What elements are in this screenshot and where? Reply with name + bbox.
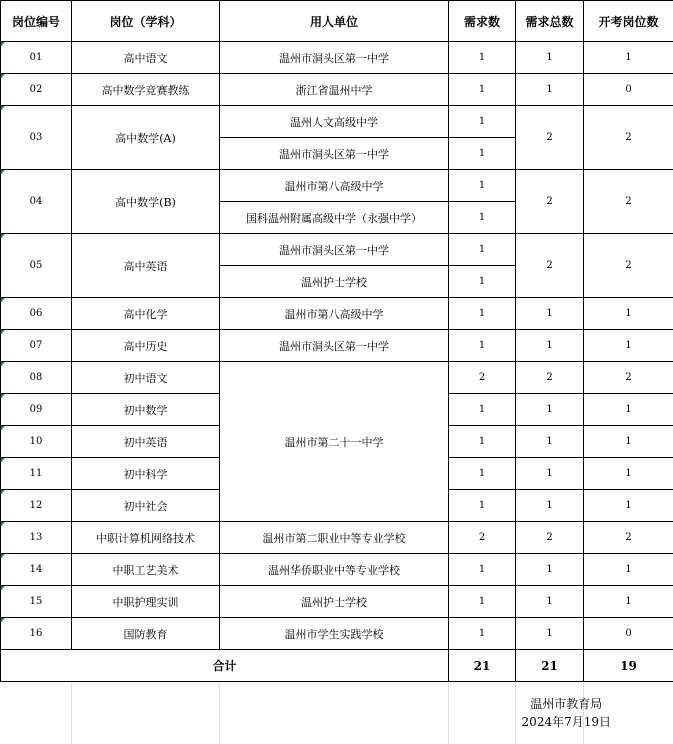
cell-exam-positions: 1 <box>584 490 673 522</box>
table-row <box>1 74 673 106</box>
cell-demand: 1 <box>449 42 516 74</box>
cell-code: 04 <box>1 170 72 234</box>
cell-exam-positions: 0 <box>584 74 673 106</box>
cell-demand: 1 <box>449 394 516 426</box>
cell-marker <box>1 490 5 494</box>
cell-demand: 1 <box>449 586 516 618</box>
cell-unit: 温州市洞头区第一中学 <box>220 138 449 170</box>
cell-subject: 国防教育 <box>72 618 220 650</box>
header-demand: 需求数 <box>449 1 516 42</box>
cell-exam-positions: 1 <box>584 458 673 490</box>
cell-code: 05 <box>1 234 72 298</box>
cell-marker <box>1 330 5 334</box>
cell-code: 13 <box>1 522 72 554</box>
cell-demand: 2 <box>449 522 516 554</box>
header-exam-positions: 开考岗位数 <box>584 1 673 42</box>
header-unit: 用人单位 <box>220 1 449 42</box>
cell-unit: 温州市学生实践学校 <box>220 618 449 650</box>
cell-total-demand: 1 <box>516 490 584 522</box>
cell-exam-positions: 1 <box>584 42 673 74</box>
table-row <box>1 234 673 266</box>
cell-demand: 1 <box>449 618 516 650</box>
cell-total-demand: 1 <box>516 554 584 586</box>
cell-unit: 温州华侨职业中等专业学校 <box>220 554 449 586</box>
cell-subject: 中职护理实训 <box>72 586 220 618</box>
table-row <box>1 42 673 74</box>
cell-demand: 1 <box>449 138 516 170</box>
gridline <box>515 682 516 744</box>
cell-total-demand: 1 <box>516 298 584 330</box>
cell-exam-positions: 1 <box>584 426 673 458</box>
cell-marker <box>1 362 5 366</box>
cell-subject: 初中语文 <box>72 362 220 394</box>
cell-exam-positions: 2 <box>584 522 673 554</box>
cell-marker <box>1 522 5 526</box>
total-row <box>1 650 673 682</box>
cell-total-demand: 1 <box>516 618 584 650</box>
document-footer <box>522 695 611 731</box>
gridline <box>448 682 449 744</box>
cell-exam-positions: 0 <box>584 618 673 650</box>
cell-exam-positions: 2 <box>584 362 673 394</box>
table-row <box>1 298 673 330</box>
cell-exam-positions: 1 <box>584 554 673 586</box>
table-row <box>1 170 673 202</box>
cell-exam-positions: 2 <box>584 106 673 170</box>
cell-code: 06 <box>1 298 72 330</box>
cell-total-demand: 1 <box>516 330 584 362</box>
cell-subject: 高中英语 <box>72 234 220 298</box>
cell-total-demand: 1 <box>516 74 584 106</box>
cell-unit: 浙江省温州中学 <box>220 74 449 106</box>
cell-subject: 中职工艺美术 <box>72 554 220 586</box>
cell-demand: 1 <box>449 266 516 298</box>
header-subject: 岗位（学科） <box>72 1 220 42</box>
table-row <box>1 330 673 362</box>
cell-marker <box>1 458 5 462</box>
cell-total-demand: 1 <box>516 586 584 618</box>
table-header-row <box>1 1 673 42</box>
cell-subject: 中职计算机网络技术 <box>72 522 220 554</box>
cell-code: 12 <box>1 490 72 522</box>
cell-code: 14 <box>1 554 72 586</box>
cell-total-demand: 1 <box>516 394 584 426</box>
total-label: 合计 <box>1 650 449 682</box>
cell-total-demand: 2 <box>516 170 584 234</box>
cell-marker <box>1 426 5 430</box>
cell-marker <box>1 554 5 558</box>
cell-demand: 1 <box>449 490 516 522</box>
cell-unit: 温州市第二职业中等专业学校 <box>220 522 449 554</box>
issuer: 温州市教育局 <box>530 697 603 711</box>
cell-unit: 温州市第二十一中学 <box>220 362 449 522</box>
gridline <box>71 682 72 744</box>
header-total-demand: 需求总数 <box>516 1 584 42</box>
cell-total-demand: 1 <box>516 426 584 458</box>
cell-unit: 温州市洞头区第一中学 <box>220 330 449 362</box>
cell-total-demand: 2 <box>516 522 584 554</box>
cell-unit: 温州护士学校 <box>220 586 449 618</box>
cell-marker <box>1 618 5 622</box>
cell-total-demand: 2 <box>516 362 584 394</box>
cell-code: 02 <box>1 74 72 106</box>
cell-marker <box>1 586 5 590</box>
cell-marker <box>1 74 5 78</box>
cell-exam-positions: 2 <box>584 234 673 298</box>
cell-demand: 1 <box>449 106 516 138</box>
cell-marker <box>1 42 5 46</box>
cell-demand: 1 <box>449 330 516 362</box>
cell-code: 03 <box>1 106 72 170</box>
cell-exam-positions: 1 <box>584 330 673 362</box>
cell-demand: 1 <box>449 426 516 458</box>
cell-total-demand: 1 <box>516 458 584 490</box>
cell-unit: 温州市洞头区第一中学 <box>220 42 449 74</box>
cell-marker <box>1 234 5 238</box>
cell-demand: 1 <box>449 458 516 490</box>
total-total-demand: 21 <box>516 650 584 682</box>
cell-subject: 高中数学(A) <box>72 106 220 170</box>
cell-code: 10 <box>1 426 72 458</box>
issue-date: 2024年7月19日 <box>521 715 611 729</box>
cell-unit: 温州市第八高级中学 <box>220 170 449 202</box>
cell-exam-positions: 2 <box>584 170 673 234</box>
table-row <box>1 522 673 554</box>
cell-exam-positions: 1 <box>584 394 673 426</box>
cell-code: 11 <box>1 458 72 490</box>
header-code: 岗位编号 <box>1 1 72 42</box>
cell-total-demand: 2 <box>516 234 584 298</box>
cell-unit: 温州市第八高级中学 <box>220 298 449 330</box>
cell-demand: 1 <box>449 170 516 202</box>
cell-subject: 高中数学(B) <box>72 170 220 234</box>
cell-marker <box>1 106 5 110</box>
cell-subject: 初中数学 <box>72 394 220 426</box>
table-row <box>1 106 673 138</box>
cell-code: 07 <box>1 330 72 362</box>
cell-code: 16 <box>1 618 72 650</box>
cell-demand: 1 <box>449 298 516 330</box>
cell-subject: 高中语文 <box>72 42 220 74</box>
cell-total-demand: 1 <box>516 42 584 74</box>
cell-total-demand: 2 <box>516 106 584 170</box>
cell-unit: 温州市洞头区第一中学 <box>220 234 449 266</box>
cell-demand: 2 <box>449 362 516 394</box>
cell-subject: 高中历史 <box>72 330 220 362</box>
table-row <box>1 554 673 586</box>
cell-code: 01 <box>1 42 72 74</box>
cell-demand: 1 <box>449 234 516 266</box>
gridline <box>219 682 220 744</box>
cell-subject: 初中社会 <box>72 490 220 522</box>
cell-subject: 高中化学 <box>72 298 220 330</box>
cell-code: 08 <box>1 362 72 394</box>
table-row <box>1 586 673 618</box>
cell-unit: 温州人文高级中学 <box>220 106 449 138</box>
cell-demand: 1 <box>449 202 516 234</box>
cell-exam-positions: 1 <box>584 298 673 330</box>
cell-subject: 初中英语 <box>72 426 220 458</box>
cell-code: 09 <box>1 394 72 426</box>
cell-exam-positions: 1 <box>584 586 673 618</box>
table-row <box>1 618 673 650</box>
cell-subject: 初中科学 <box>72 458 220 490</box>
cell-subject: 高中数学竞赛教练 <box>72 74 220 106</box>
cell-demand: 1 <box>449 74 516 106</box>
cell-marker <box>1 394 5 398</box>
cell-code: 15 <box>1 586 72 618</box>
cell-unit: 国科温州附属高级中学（永强中学） <box>220 202 449 234</box>
total-demand: 21 <box>449 650 516 682</box>
cell-marker <box>1 298 5 302</box>
cell-marker <box>1 170 5 174</box>
cell-unit: 温州护士学校 <box>220 266 449 298</box>
cell-demand: 1 <box>449 554 516 586</box>
total-exam-positions: 19 <box>584 650 673 682</box>
table-row <box>1 362 673 394</box>
